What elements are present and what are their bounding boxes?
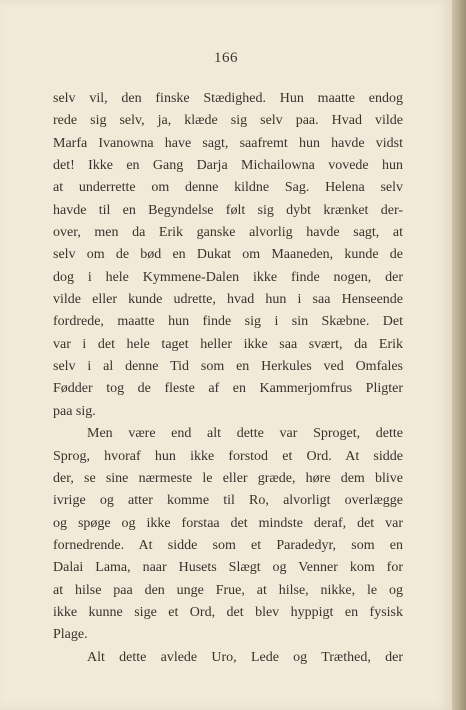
text-line: rede sig selv, ja, klæde sig selv paa. Hvad vilde [53, 113, 403, 129]
text-line: Sprog, hvoraf hun ikke forstod et Ord. At sidde [53, 448, 403, 464]
text-line: selv vil, den finske Stædighed. Hun maatte endog [53, 91, 403, 106]
text-line: det! Ikke en Gang Darja Michailowna vovede hun [53, 158, 403, 174]
text-line: Fødder tog de fleste af en Kammerjomfrus Pligter [53, 381, 403, 397]
text-line: at underrette om denne kildne Sag. Helena selv [53, 180, 403, 196]
text-line: dog i hele Kymmene-Dalen ikke finde nogen, der [53, 269, 403, 285]
text-line: ivrige og atter komme til Ro, alvorligt overlægge [53, 493, 403, 509]
text-line: Marfa Ivanowna have sagt, saafremt hun havde vidst [53, 135, 403, 151]
body-text [53, 88, 403, 669]
page-number: 166 [214, 50, 238, 66]
text-line: paa sig. [53, 403, 96, 419]
text-line: Plage. [53, 627, 88, 643]
text-line: ikke kunne sige et Ord, det blev hyppigt en fysisk [53, 604, 403, 620]
text-line: der, se sine nærmeste le eller græde, høre dem blive [53, 470, 403, 486]
text-line: og spøge og ikke forstaa det mindste deraf, det var [53, 515, 403, 531]
text-line: fordrede, maatte hun finde sig i sin Skæbne. Det [53, 314, 403, 330]
page-edge [452, 0, 466, 710]
text-line: fornedrende. At sidde som et Paradedyr, som en [53, 537, 403, 553]
text-line: selv i al denne Tid som en Herkules ved Omfales [53, 359, 403, 375]
text-line: havde til en Begyndelse følt sig dybt krænket der- [53, 202, 403, 218]
text-line: over, men da Erik ganske alvorlig havde sagt, at [53, 225, 403, 241]
text-line: Men være end alt dette var Sproget, dette [87, 426, 403, 442]
text-line: at hilse paa den unge Frue, at hilse, nikke, le og [53, 582, 403, 598]
text-line: Dalai Lama, naar Husets Slægt og Venner kom for [53, 560, 403, 576]
text-line: var i det hele taget heller ikke saa svært, da Erik [53, 336, 403, 352]
text-line: Alt dette avlede Uro, Lede og Træthed, der [87, 649, 403, 665]
text-line: vilde eller kunde udrette, hvad hun i saa Henseende [53, 292, 403, 308]
text-line: selv om de bød en Dukat om Maaneden, kunde de [53, 247, 403, 263]
